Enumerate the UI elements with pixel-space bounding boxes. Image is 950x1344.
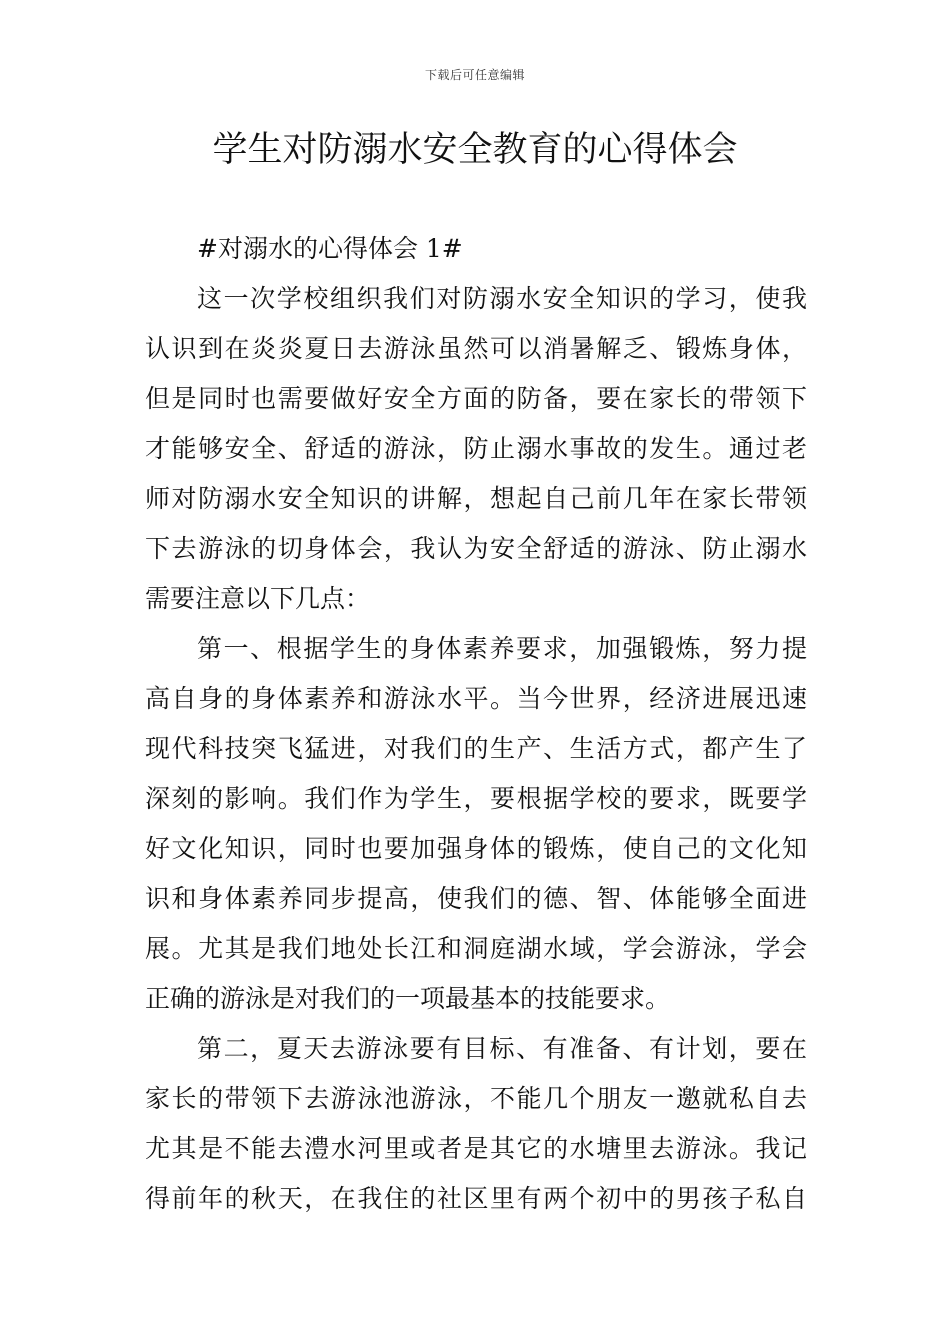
paragraph-line: 需要注意以下几点：	[145, 584, 371, 613]
paragraph-line: 第二，夏天去游泳要有目标、有准备、有计划，要在	[197, 1034, 807, 1063]
paragraph-line: 这一次学校组织我们对防溺水安全知识的学习，使我	[197, 284, 807, 313]
paragraph-line: 展。尤其是我们地处长江和洞庭湖水域，学会游泳，学会	[145, 934, 807, 963]
paragraph-2	[145, 624, 807, 1024]
paragraph-line: 好文化知识，同时也要加强身体的锻炼，使自己的文化知	[145, 834, 807, 863]
document-title: 学生对防溺水安全教育的心得体会	[212, 130, 738, 170]
paragraph-line: 才能够安全、舒适的游泳，防止溺水事故的发生。通过老	[145, 434, 807, 463]
paragraph-line: 识和身体素养同步提高，使我们的德、智、体能够全面进	[145, 884, 807, 913]
paragraph-line: 师对防溺水安全知识的讲解，想起自己前几年在家长带领	[145, 484, 807, 513]
paragraph-line: 但是同时也需要做好安全方面的防备，要在家长的带领下	[145, 384, 807, 413]
paragraph-line: 深刻的影响。我们作为学生，要根据学校的要求，既要学	[145, 784, 807, 813]
section-heading: #对溺水的心得体会 1#	[197, 234, 463, 263]
paragraph-line: 下去游泳的切身体会，我认为安全舒适的游泳、防止溺水	[145, 534, 807, 563]
paragraph-line: 得前年的秋天，在我住的社区里有两个初中的男孩子私自	[145, 1184, 807, 1213]
paragraph-line: 认识到在炎炎夏日去游泳虽然可以消暑解乏、锻炼身体，	[145, 334, 807, 363]
header-note: 下载后可任意编辑	[424, 68, 525, 82]
paragraph-1	[145, 274, 807, 624]
paragraph-line: 第一、根据学生的身体素养要求，加强锻炼，努力提	[197, 634, 807, 663]
paragraph-line: 尤其是不能去澧水河里或者是其它的水塘里去游泳。我记	[145, 1134, 807, 1163]
document-body	[145, 224, 807, 1224]
paragraph-line: 高自身的身体素养和游泳水平。当今世界，经济进展迅速	[145, 684, 807, 713]
paragraph-3	[145, 1024, 807, 1224]
paragraph-line: 现代科技突飞猛进，对我们的生产、生活方式，都产生了	[145, 734, 807, 763]
paragraph-line: 家长的带领下去游泳池游泳，不能几个朋友一邀就私自去	[145, 1084, 807, 1113]
paragraph-line: 正确的游泳是对我们的一项最基本的技能要求。	[145, 984, 671, 1013]
